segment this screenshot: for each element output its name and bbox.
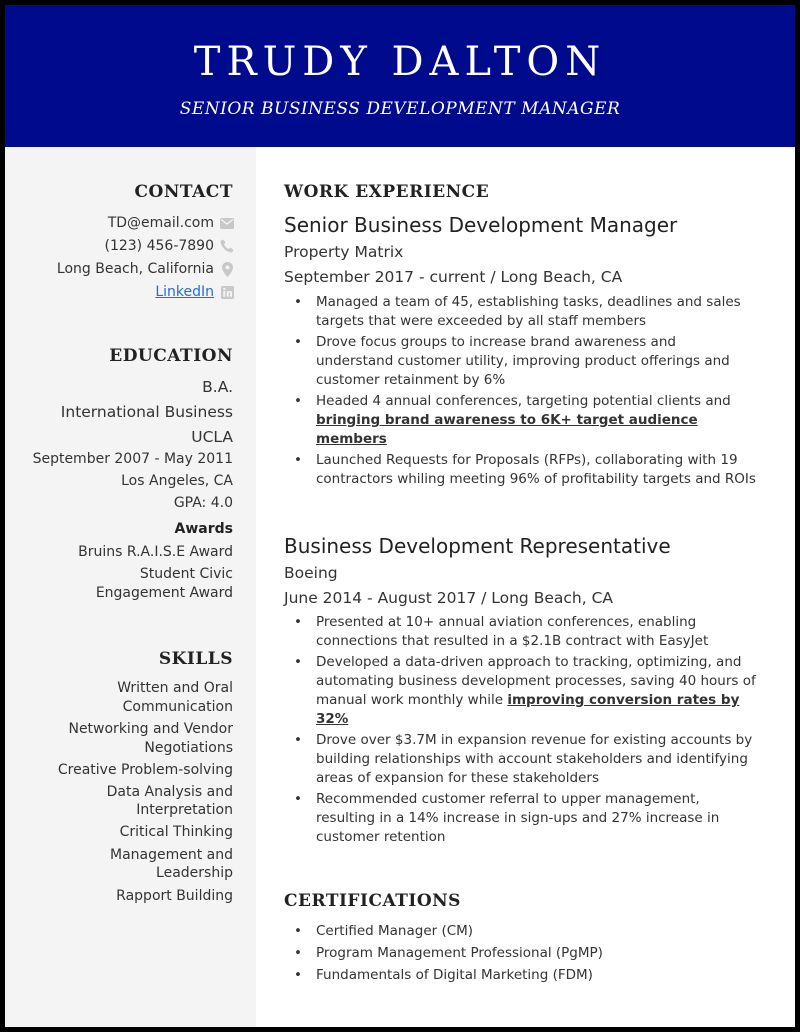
job-bullet: • Launched Requests for Proposals (RFPs), collaborating with 19 contractors whiling meeting 96% of profitability targets and ROIs [316,451,756,489]
education-gpa: GPA: 4.0 [173,495,233,511]
skill-item: Written and Oral [117,680,233,696]
linkedin-link[interactable]: LinkedIn [155,284,214,300]
candidate-title: SENIOR BUSINESS DEVELOPMENT MANAGER [179,99,621,119]
phone-icon [220,239,234,253]
job-bullet: • Managed a team of 45, establishing tasks, deadlines and sales targets that were exceeded by all staff members [316,293,756,331]
certification-item: • Fundamentals of Digital Marketing (FDM) [316,966,756,985]
awards-label: Awards [174,521,233,537]
job-title: Senior Business Development Manager [284,213,678,237]
job-bullet [316,392,756,449]
contact-email [108,214,234,232]
education-dates: September 2007 - May 2011 [32,451,233,467]
bullet-text: Headed 4 annual conferences, targeting potential clients and [316,393,731,409]
education-school: UCLA [191,428,233,446]
education-degree: B.A. [202,378,233,396]
linkedin-icon [220,285,234,299]
candidate-name: TRUDY DALTON [193,39,607,85]
skills-heading: SKILLS [158,649,233,669]
education-heading: EDUCATION [109,346,233,366]
contact-location [57,260,234,278]
location-text: Long Beach, California [56,261,214,277]
job-bullets [316,613,756,849]
education-location: Los Angeles, CA [121,473,233,489]
award-item-continued: Engagement Award [95,585,233,601]
skill-item: Creative Problem-solving [57,762,233,778]
skill-item: Data Analysis and [106,784,233,800]
certifications-list [316,922,756,987]
bullet-text: Developed a data-driven approach to tracking, optimizing, and automating business development processes, saving 40 hours of manual work monthly while [316,654,756,708]
resume-header [5,5,795,147]
skill-item: Rapport Building [116,888,233,904]
map-pin-icon [220,262,234,276]
job-bullet [316,653,756,729]
job-bullet: • Presented at 10+ annual aviation conferences, enabling connections that resulted in a $2.1B contract with EasyJet [316,613,756,651]
job-bullet: • Recommended customer referral to upper management, resulting in a 14% increase in sign-ups and 27% increase in customer retention [316,790,756,847]
contact-phone [105,237,235,255]
job-bullet: • Drove focus groups to increase brand awareness and understand customer utility, improving product offerings and customer retainment by 6% [316,333,756,390]
skill-item-continued: Communication [122,699,233,715]
job-company: Boeing [284,564,338,582]
resume-page [5,5,795,1027]
job-bullet: • Drove over $3.7M in expansion revenue for existing accounts by building relationships with account stakeholders and identifying areas of expansion for these stakeholders [316,731,756,788]
job-title: Business Development Representative [284,534,671,558]
award-item: Student Civic [139,566,233,582]
main-content [256,147,795,1027]
education-field: International Business [60,403,233,421]
phone-text: (123) 456-7890 [104,238,214,254]
highlighted-achievement: improving conversion rates by 32% [316,692,740,727]
highlighted-achievement: bringing brand awareness to 6K+ target audience members [316,412,698,447]
skill-item: Networking and Vendor [68,721,233,737]
email-text: TD@email.com [107,215,214,231]
skill-item: Management and [109,847,233,863]
work-experience-heading: WORK EXPERIENCE [284,182,490,202]
certifications-heading: CERTIFICATIONS [284,891,461,911]
certification-item: • Certified Manager (CM) [316,922,756,941]
certification-item: • Program Management Professional (PgMP) [316,944,756,963]
job-company: Property Matrix [284,243,404,261]
job-dates-location: September 2017 - current / Long Beach, CA [284,268,623,286]
sidebar [5,147,256,1027]
skill-item-continued: Leadership [156,865,233,881]
contact-heading: CONTACT [134,182,233,202]
award-item: Bruins R.A.I.S.E Award [78,544,233,560]
job-bullets [316,293,756,491]
contact-linkedin[interactable] [155,283,234,301]
skill-item-continued: Negotiations [144,740,233,756]
skill-item: Critical Thinking [119,824,233,840]
skill-item-continued: Interpretation [136,802,233,818]
envelope-icon [220,216,234,230]
job-dates-location: June 2014 - August 2017 / Long Beach, CA [284,589,613,607]
